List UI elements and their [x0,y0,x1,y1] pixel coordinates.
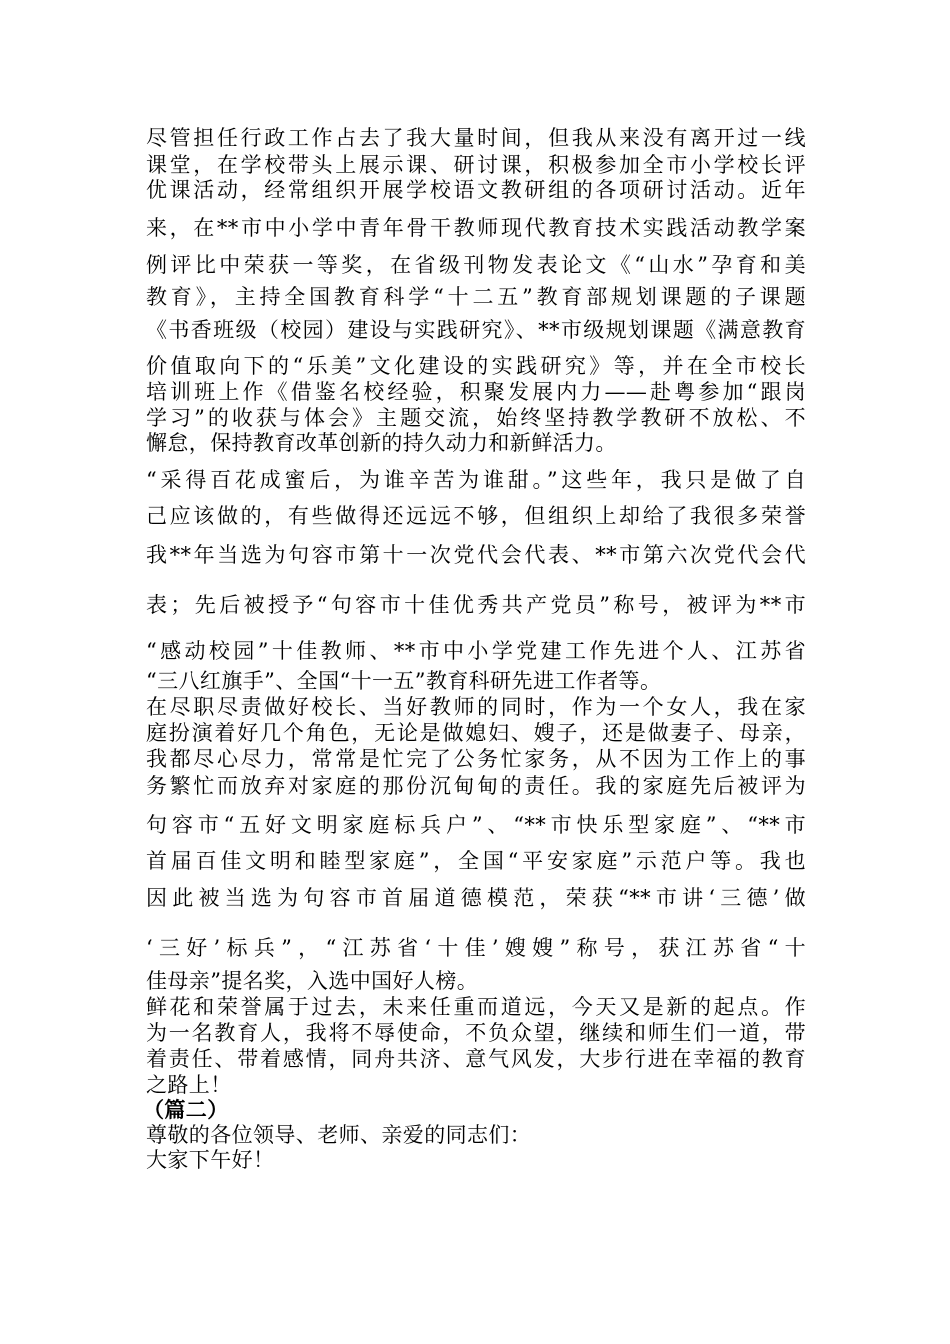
section-heading: （篇二） [143,1097,229,1122]
text-line: 因此被当选为句容市首届道德模范，荣获“**市讲‘三德’做 [146,886,806,910]
text-line: 己应该做的，有些做得还远远不够，但组织上却给了我很多荣誉 [146,504,806,528]
text-line: 《书香班级（校园）建设与实践研究》、**市级规划课题《满意教育 [146,318,806,342]
text-line: 首届百佳文明和睦型家庭”，全国“平安家庭”示范户等。我也 [146,849,806,873]
text-line: 例评比中荣获一等奖，在省级刊物发表论文《“山水”孕育和美 [146,253,806,277]
text-line: 之路上！ [146,1073,232,1097]
text-line: “三八红旗手”、全国“十一五”教育科研先进工作者等。 [146,669,662,693]
text-line: 表；先后被授予“句容市十佳优秀共产党员”称号，被评为**市 [146,593,806,617]
text-line: 尽管担任行政工作占去了我大量时间，但我从来没有离开过一线 [146,126,806,150]
text-line: 我**年当选为句容市第十一次党代会代表、**市第六次党代会代 [146,543,806,567]
text-line: 尊敬的各位领导、老师、亲爱的同志们： [146,1123,532,1147]
text-line: 学习”的收获与体会》主题交流，始终坚持教学教研不放松、不 [146,406,806,430]
text-line: 价值取向下的“乐美”文化建设的实践研究》等，并在全市校长 [146,354,806,378]
text-line: ‘三好’标兵”，“江苏省‘十佳’嫂嫂”称号，获江苏省“十 [146,936,806,960]
text-line: 优课活动，经常组织开展学校语文教研组的各项研讨活动。近年 [146,178,806,202]
text-line: 为一名教育人，我将不辱使命，不负众望，继续和师生们一道，带 [146,1021,806,1045]
text-line: 句容市“五好文明家庭标兵户”、“**市快乐型家庭”、“**市 [146,813,806,837]
text-line: “采得百花成蜜后，为谁辛苦为谁甜。”这些年，我只是做了自 [146,468,806,492]
text-line: 教育》，主持全国教育科学“十二五”教育部规划课题的子课题 [146,285,806,309]
text-line: 务繁忙而放弃对家庭的那份沉甸甸的责任。我的家庭先后被评为 [146,774,806,798]
text-line: “感动校园”十佳教师、**市中小学党建工作先进个人、江苏省 [146,639,806,663]
text-line: 我都尽心尽力，常常是忙完了公务忙家务，从不因为工作上的事 [146,747,806,771]
text-line: 培训班上作《借鉴名校经验，积聚发展内力——赴粤参加“跟岗 [146,380,806,404]
text-line: 大家下午好！ [146,1148,275,1172]
text-line: 庭扮演着好几个角色，无论是做媳妇、嫂子，还是做妻子、母亲， [146,721,806,745]
text-line: 鲜花和荣誉属于过去，未来任重而道远，今天又是新的起点。作 [146,995,806,1019]
text-line: 着责任、带着感情，同舟共济、意气风发，大步行进在幸福的教育 [146,1047,806,1071]
text-line: 来，在**市中小学中青年骨干教师现代教育技术实践活动教学案 [146,216,806,240]
text-line: 课堂，在学校带头上展示课、研讨课，积极参加全市小学校长评 [146,153,806,177]
text-line: 懈怠，保持教育改革创新的持久动力和新鲜活力。 [146,431,617,455]
text-line: 佳母亲”提名奖，入选中国好人榜。 [146,969,479,993]
text-line: 在尽职尽责做好校长、当好教师的同时，作为一个女人，我在家 [146,695,806,719]
